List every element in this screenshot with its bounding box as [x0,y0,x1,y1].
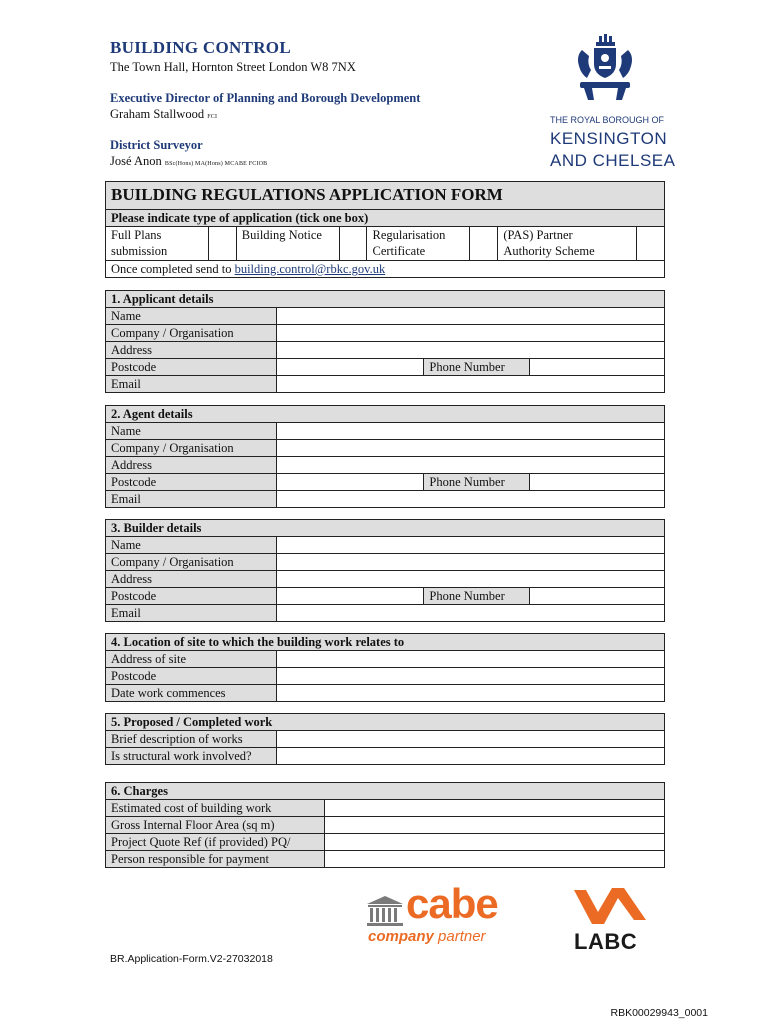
agent-section-title: 2. Agent details [106,406,665,423]
description-label: Brief description of works [106,731,277,748]
builder-address-field[interactable] [276,571,664,588]
floor-area-field[interactable] [324,817,664,834]
borough-line-1: THE ROYAL BOROUGH OF [550,115,665,125]
payment-person-label: Person responsible for payment [106,851,325,868]
pas-checkbox[interactable] [637,227,665,261]
estimated-cost-label: Estimated cost of building work [106,800,325,817]
agent-company-field[interactable] [276,440,664,457]
cabe-building-icon [366,896,404,926]
agent-name-field[interactable] [276,423,664,440]
builder-name-field[interactable] [276,537,664,554]
structural-work-label: Is structural work involved? [106,748,277,765]
send-to-line: Once completed send to building.control@rbkc.gov.uk [106,261,665,278]
district-surveyor-name: José Anon BSc(Hons) MA(Hons) MCABE FCIOB [110,154,268,168]
estimated-cost-field[interactable] [324,800,664,817]
applicant-address-field[interactable] [276,342,664,359]
builder-postcode-label: Postcode [106,588,277,605]
applicant-section-title: 1. Applicant details [106,291,665,308]
type-pas-label: (PAS) Partner Authority Scheme [498,227,637,261]
applicant-company-field[interactable] [276,325,664,342]
labc-wordmark: LABC [574,929,638,954]
payment-person-field[interactable] [324,851,664,868]
type-full-plans-label: Full Plans submission [106,227,209,261]
borough-line-3: AND CHELSEA [550,151,676,170]
agent-postcode-field[interactable] [276,474,424,491]
builder-phone-label: Phone Number [424,588,530,605]
agent-phone-field[interactable] [530,474,665,491]
proposed-section-title: 5. Proposed / Completed work [106,714,665,731]
executive-director-qualifications: FCI [207,114,218,120]
floor-area-label: Gross Internal Floor Area (sq m) [106,817,325,834]
applicant-postcode-field[interactable] [276,359,424,376]
type-prompt: Please indicate type of application (tick one box) [106,210,665,227]
agent-postcode-label: Postcode [106,474,277,491]
description-field[interactable] [276,731,664,748]
applicant-company-label: Company / Organisation [106,325,277,342]
district-surveyor-qualifications: BSc(Hons) MA(Hons) MCABE FCIOB [164,161,268,167]
cabe-logo [366,880,516,952]
borough-crest-logo [572,34,638,106]
structural-work-field[interactable] [276,748,664,765]
applicant-address-label: Address [106,342,277,359]
agent-company-label: Company / Organisation [106,440,277,457]
applicant-phone-label: Phone Number [424,359,530,376]
quote-ref-field[interactable] [324,834,664,851]
type-regularisation-label: Regularisation Certificate [367,227,470,261]
applicant-name-label: Name [106,308,277,325]
builder-company-label: Company / Organisation [106,554,277,571]
application-type-table [105,181,665,278]
builder-section-title: 3. Builder details [106,520,665,537]
department-title: BUILDING CONTROL [110,38,291,57]
proposed-work-table [105,713,665,765]
labc-logo [572,884,662,956]
labc-roof-icon [572,884,660,928]
site-address-field[interactable] [276,651,664,668]
agent-address-label: Address [106,457,277,474]
applicant-email-field[interactable] [276,376,664,393]
builder-address-label: Address [106,571,277,588]
building-notice-checkbox[interactable] [339,227,367,261]
site-address-label: Address of site [106,651,277,668]
cabe-tagline: company partner [368,928,486,945]
department-address: The Town Hall, Hornton Street London W8 7NX [110,60,356,74]
charges-table [105,782,665,868]
date-commences-field[interactable] [276,685,664,702]
agent-phone-label: Phone Number [424,474,530,491]
location-section-title: 4. Location of site to which the building work relates to [106,634,665,651]
full-plans-checkbox[interactable] [208,227,236,261]
agent-details-table [105,405,665,508]
agent-address-field[interactable] [276,457,664,474]
applicant-details-table [105,290,665,393]
send-to-email-link[interactable]: building.control@rbkc.gov.uk [234,262,386,276]
document-reference: RBK00029943_0001 [610,1007,708,1019]
type-building-notice-label: Building Notice [236,227,339,261]
site-postcode-field[interactable] [276,668,664,685]
applicant-name-field[interactable] [276,308,664,325]
builder-name-label: Name [106,537,277,554]
applicant-postcode-label: Postcode [106,359,277,376]
site-postcode-label: Postcode [106,668,277,685]
date-commences-label: Date work commences [106,685,277,702]
applicant-phone-field[interactable] [530,359,665,376]
agent-email-field[interactable] [276,491,664,508]
builder-phone-field[interactable] [530,588,665,605]
form-version: BR.Application-Form.V2-27032018 [110,953,273,965]
form-title: BUILDING REGULATIONS APPLICATION FORM [106,182,665,210]
cabe-wordmark: cabe [406,880,498,927]
quote-ref-label: Project Quote Ref (if provided) PQ/ [106,834,325,851]
district-surveyor-role: District Surveyor [110,138,203,152]
builder-company-field[interactable] [276,554,664,571]
builder-postcode-field[interactable] [276,588,424,605]
agent-name-label: Name [106,423,277,440]
builder-email-label: Email [106,605,277,622]
executive-director-role: Executive Director of Planning and Borough Development [110,91,421,105]
applicant-email-label: Email [106,376,277,393]
agent-email-label: Email [106,491,277,508]
regularisation-checkbox[interactable] [470,227,498,261]
charges-section-title: 6. Charges [106,783,665,800]
borough-line-2: KENSINGTON [550,129,668,148]
builder-details-table [105,519,665,622]
location-table [105,633,665,702]
builder-email-field[interactable] [276,605,664,622]
executive-director-name: Graham Stallwood FCI [110,107,218,121]
